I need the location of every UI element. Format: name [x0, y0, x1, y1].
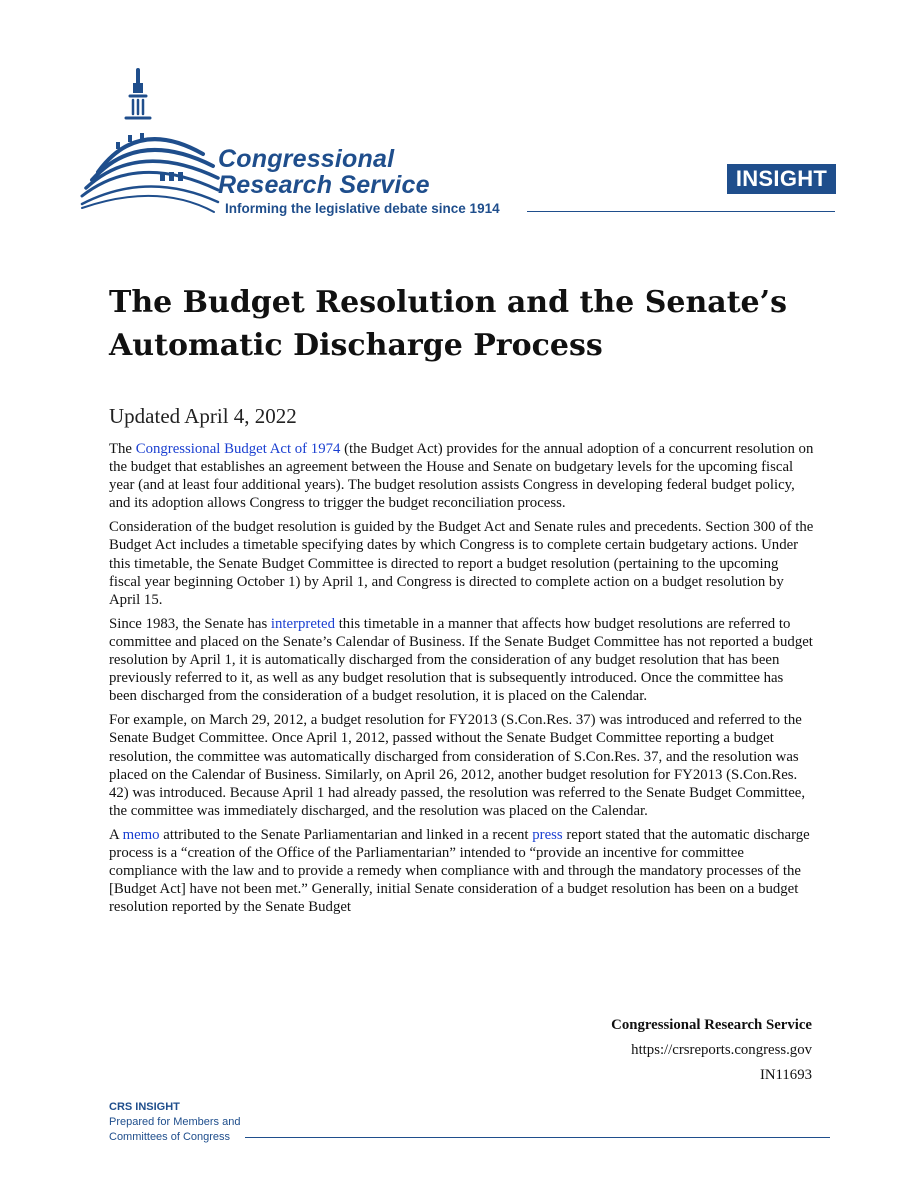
crs-insight-footer [109, 1100, 240, 1145]
footer-org: Congressional Research Service [611, 1017, 812, 1033]
paragraph-text: (the Budget Act) provides for the annual adoption of a concurrent resolution on the budget that establishes an agreement between the House and Senate on budgetary levels for the upcoming fiscal year (and at least four additional years). The budget resolution assists Congress in developing federal budget policy, and its adoption allows Congress to trigger the budget reconciliation process. [109, 441, 814, 512]
paragraph-3 [109, 615, 814, 705]
document-body [109, 440, 814, 922]
interpreted-link[interactable]: interpreted [270, 615, 335, 632]
footer-id: IN11693 [759, 1067, 812, 1083]
paragraph-4: For example, on March 29, 2012, a budget resolution for FY2013 (S.Con.Res. 37) was introduced and referred to the Senate Budget Committee. Once April 1, 2012, passed without the Senate Budget Committee reporting a budget resolution, the committee was automatically discharged from consideration of S.Con.Res. 37, and the resolution was placed on the Calendar of Business. Similarly, on April 26, 2012, another budget resolution for FY2013 (S.Con.Res. 42) was introduced. Because April 1 had already passed, the resolution was referred to the Senate Budget Committee, the committee was immediately discharged, and the resolution was placed on the Calendar. [109, 712, 806, 819]
footer-prepared-1: Prepared for Members and [109, 1116, 241, 1128]
paragraph-text: report stated that the automatic discharge process is a “creation of the Office of the Parliamentarian” intended to “provide an incentive for committee compliance with the law and to provide a remedy when compliance with and through the mandatory processes of the [Budget Act] have not been met.” Generally, initial Senate consideration of a budget resolution has been on a budget resolution reported by the Senate Budget [109, 826, 810, 916]
tagline-rule [527, 211, 835, 212]
paragraph-text: Since 1983, the Senate has [109, 615, 271, 632]
budget-act-link[interactable]: Congressional Budget Act of 1974 [135, 441, 341, 457]
insight-badge: INSIGHT [727, 164, 836, 194]
paragraph-2: Consideration of the budget resolution is guided by the Budget Act and Senate rules and precedents. Section 300 of the Budget Act includes a timetable specifying dates by which Congress is to complete certain budgetary actions. Under this timetable, the Senate Budget Committee is directed to report a budget resolution (pertaining to the upcoming fiscal year beginning October 1) by April 1, and Congress is directed to complete action on a budget resolution by April 15. [109, 519, 814, 608]
crs-tagline: Informing the legislative debate since 1914 [225, 201, 500, 216]
document-title: The Budget Resolution and the Senate’s Automatic Discharge Process [109, 285, 787, 363]
footer-url: https://crsreports.congress.gov [631, 1042, 812, 1058]
press-link[interactable]: press [532, 826, 563, 843]
crs-wordmark [218, 146, 430, 198]
paragraph-text: attributed to the Senate Parliamentarian and linked in a recent [159, 826, 533, 843]
paragraph-5 [109, 826, 814, 916]
paragraph-text: A [109, 826, 123, 843]
footer-label: CRS INSIGHT [109, 1101, 180, 1113]
paragraph-1 [109, 440, 814, 512]
crs-wordmark-line1: Congressional [218, 145, 395, 173]
paragraph-text: The [109, 441, 136, 457]
memo-link[interactable]: memo [122, 826, 160, 843]
crs-wordmark-line2: Research Service [218, 171, 430, 199]
updated-date: Updated April 4, 2022 [109, 404, 297, 428]
footer-rule [245, 1137, 830, 1138]
paragraph-text: this timetable in a manner that affects how budget resolutions are referred to committee and placed on the Senate’s Calendar of Business. If the Senate Budget Committee has not reported a budget resolution by April 1, it is automatically discharged from the consideration of any budget resolution that has been previously referred to it, as well as any budget resolution that is subsequently introduced. Once the committee has been discharged from the consideration of a budget resolution, it is placed on the Calendar. [109, 615, 813, 705]
footer-prepared-2: Committees of Congress [109, 1131, 231, 1143]
page-footer-info [611, 1013, 812, 1088]
